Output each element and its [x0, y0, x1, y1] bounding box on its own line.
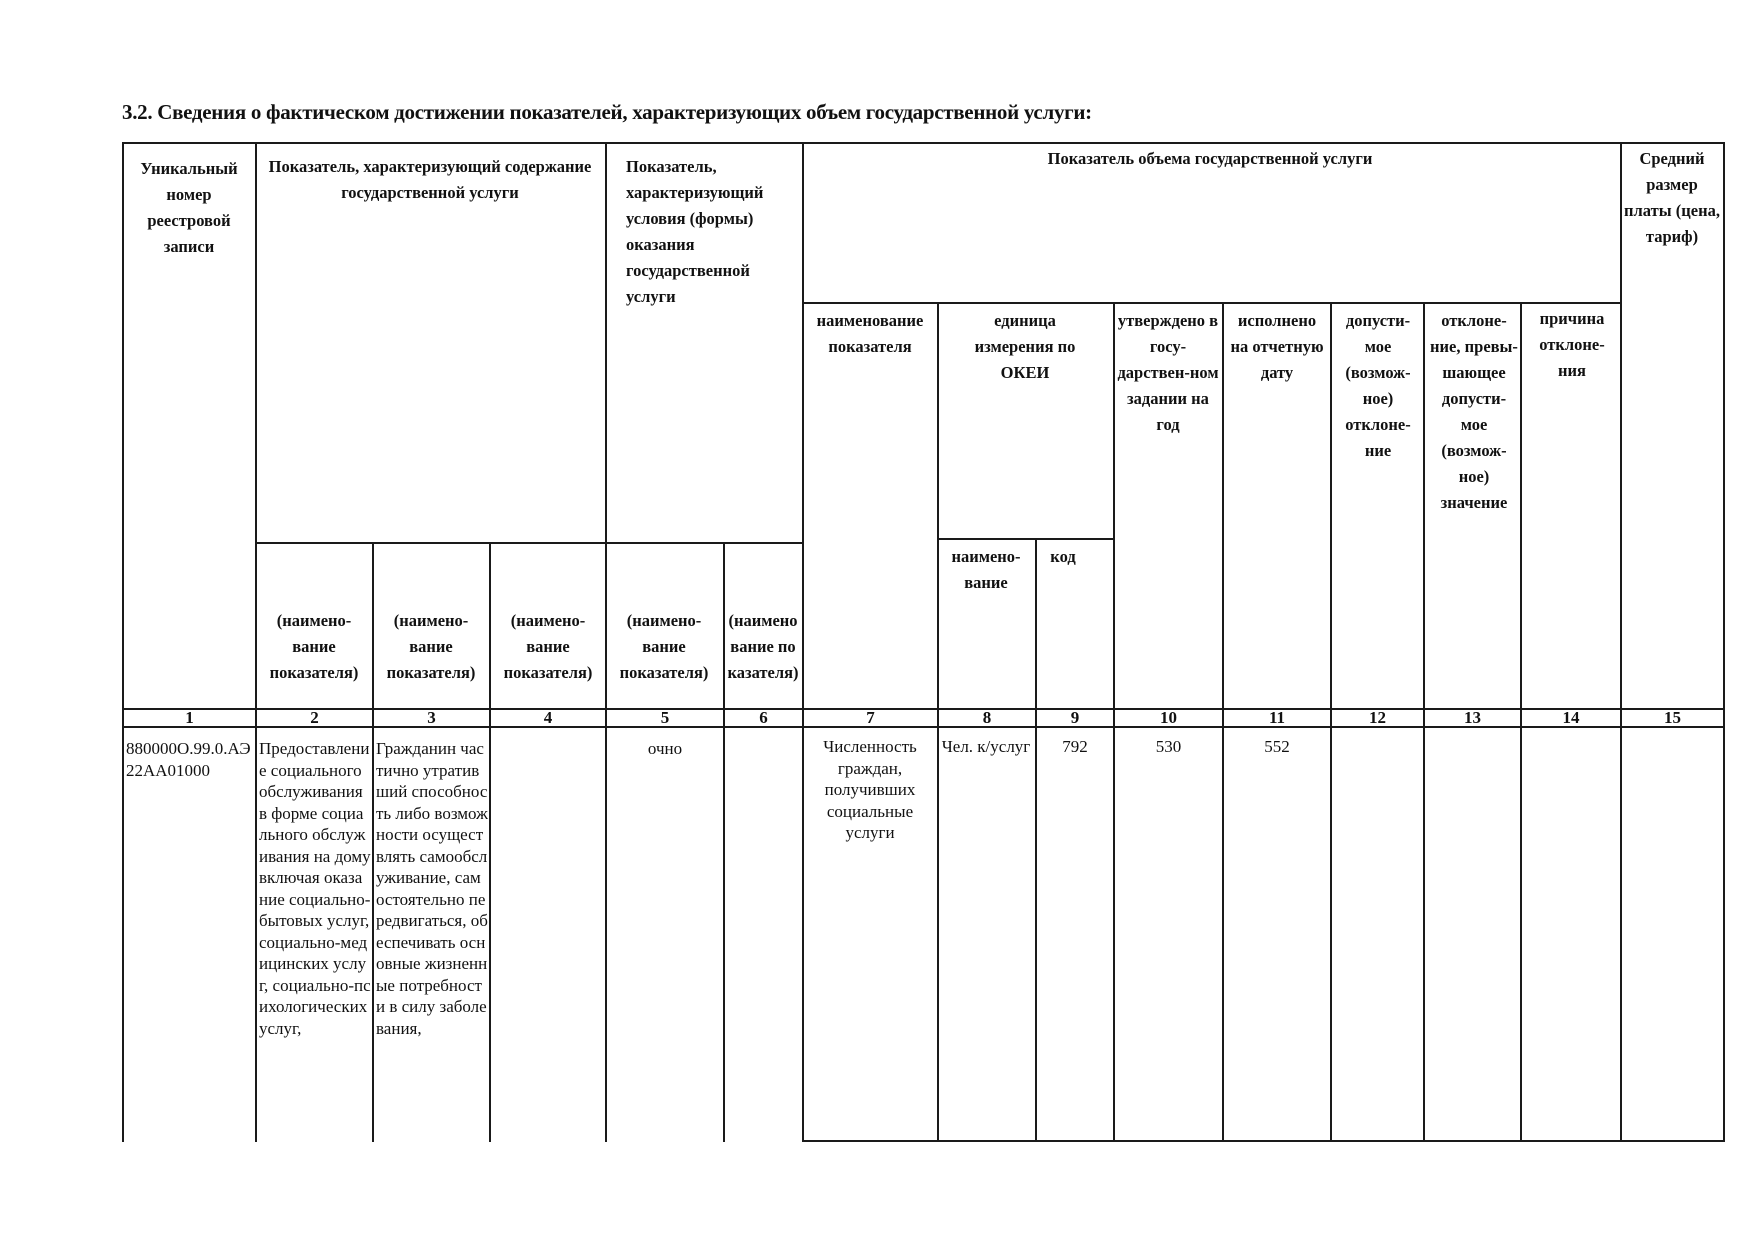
col-number-9: 9	[1070, 708, 1080, 727]
cell-service-content: Предоставление социального обслуживания в форме социального обслуживания на дому включая оказание социально-бытовых услуг, социально-медицинских услуг, социально-психологических услуг,	[259, 739, 371, 1038]
header-excess-deviation: отклоне-ние, превы-шающее допусти-мое (возмож-ное) значение	[1430, 311, 1518, 512]
subheader-col3: (наимено-вание показателя)	[386, 611, 476, 682]
cell-indicator-name: Численность граждан, получивших социальные услуги	[823, 737, 917, 842]
header-allowed-deviation: допусти-мое (возмож-ное) отклоне-ние	[1345, 311, 1411, 460]
col-number-1: 1	[185, 708, 194, 727]
header-conditions-indicator: Показатель, характеризующий условия (формы) оказания государственной услуги	[626, 157, 764, 306]
col-number-5: 5	[660, 708, 670, 727]
col-number-11: 11	[1268, 708, 1286, 727]
cell-registry-number: 880000О.99.0.АЭ22АА01000	[126, 739, 251, 780]
header-executed: исполнено на отчетную дату	[1230, 311, 1324, 382]
cell-approved: 530	[1155, 737, 1182, 756]
cell-recipient-category: Гражданин частично утративший способность либо возможности осуществлять самообслуживание, самостоятельно передвигаться, обеспечивать основные жизненные потребности в силу заболевания,	[376, 739, 488, 1038]
subheader-col4: (наимено-вание показателя)	[503, 611, 593, 682]
header-indicator-name: наименование показателя	[816, 311, 924, 356]
col-number-15: 15	[1664, 708, 1681, 727]
cell-executed: 552	[1264, 737, 1290, 756]
col-number-6: 6	[759, 708, 768, 727]
col-number-4: 4	[543, 708, 553, 727]
header-unit-code: код	[1050, 547, 1076, 566]
cell-form: очно	[647, 739, 683, 758]
header-content-indicator: Показатель, характеризующий содержание государственной услуги	[268, 157, 592, 202]
col-number-14: 14	[1562, 708, 1580, 727]
col-number-10: 10	[1160, 708, 1177, 727]
header-deviation-reason: причина отклоне-ния	[1539, 309, 1605, 380]
header-unique-number: Уникальный номер реестровой записи	[140, 159, 238, 256]
col-number-2: 2	[310, 708, 319, 727]
header-volume-indicator: Показатель объема государственной услуги	[1047, 149, 1373, 168]
col-number-3: 3	[427, 708, 436, 727]
header-average-fee: Средний размер платы (цена, тариф)	[1624, 149, 1720, 246]
header-unit: единица измерения по ОКЕИ	[974, 311, 1076, 382]
col-number-8: 8	[982, 708, 992, 727]
col-number-12: 12	[1369, 708, 1386, 727]
section-title: 3.2. Сведения о фактическом достижении показателей, характеризующих объем государственной услуги:	[122, 100, 1092, 124]
header-approved: утверждено в госу-дарствен-ном задании на год	[1117, 311, 1219, 434]
subheader-col5: (наимено-вание показателя)	[619, 611, 709, 682]
col-number-7: 7	[866, 708, 875, 727]
subheader-col2: (наимено-вание показателя)	[269, 611, 359, 682]
cell-unit-name: Чел. к/услуг	[941, 737, 1031, 756]
subheader-col6: (наименование показателя)	[727, 611, 799, 682]
header-unit-name: наимено-вание	[951, 547, 1021, 592]
cell-unit-code: 792	[1062, 737, 1088, 756]
col-number-13: 13	[1464, 708, 1481, 727]
